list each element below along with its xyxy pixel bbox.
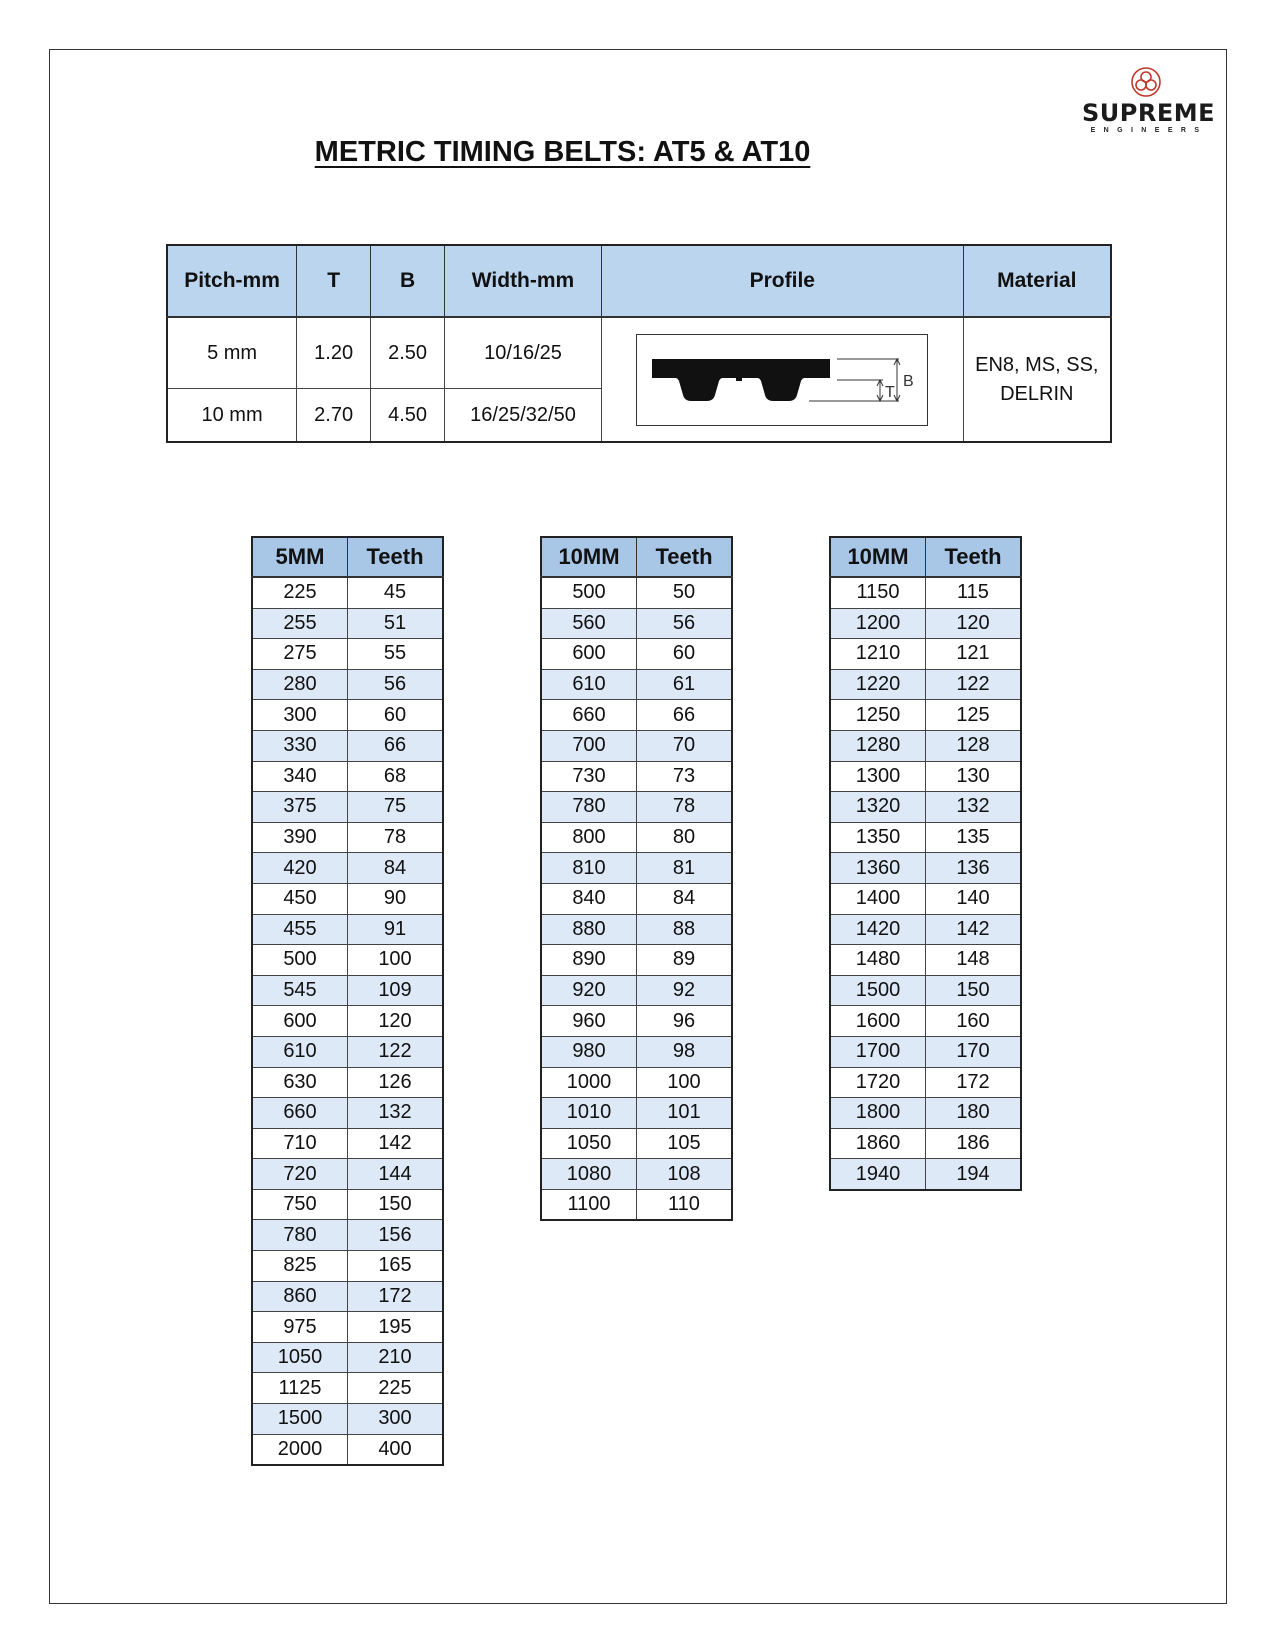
table-row [252, 1312, 443, 1343]
table-row [252, 1128, 443, 1159]
header-t: T [297, 245, 371, 317]
teeth-cell: 66 [637, 700, 733, 731]
teeth-cell: 66 [348, 730, 444, 761]
teeth-cell: 180 [926, 1098, 1022, 1129]
teeth-cell: 105 [637, 1128, 733, 1159]
length-cell: 1480 [830, 945, 926, 976]
length-cell: 2000 [252, 1434, 348, 1465]
teeth-cell: 121 [926, 639, 1022, 670]
teeth-cell: 56 [348, 669, 444, 700]
size-header-teeth: Teeth [348, 537, 444, 577]
teeth-cell: 186 [926, 1128, 1022, 1159]
length-cell: 275 [252, 639, 348, 670]
length-cell: 660 [541, 700, 637, 731]
teeth-cell: 144 [348, 1159, 444, 1190]
teeth-cell: 90 [348, 883, 444, 914]
length-cell: 1050 [252, 1342, 348, 1373]
size-header-teeth: Teeth [637, 537, 733, 577]
teeth-cell: 88 [637, 914, 733, 945]
length-cell: 390 [252, 822, 348, 853]
pitch-cell: 10 mm [167, 389, 297, 443]
table-row [830, 639, 1021, 670]
table-row [252, 1434, 443, 1465]
length-cell: 225 [252, 577, 348, 608]
table-row [830, 577, 1021, 608]
length-cell: 500 [541, 577, 637, 608]
table-row [252, 608, 443, 639]
table-row [830, 1006, 1021, 1037]
table-row [541, 975, 732, 1006]
length-cell: 280 [252, 669, 348, 700]
teeth-cell: 91 [348, 914, 444, 945]
brand-name: SUPREME [1082, 99, 1216, 127]
table-row [252, 730, 443, 761]
brand-subtitle: ENGINEERS [1090, 127, 1208, 134]
teeth-cell: 78 [637, 792, 733, 823]
teeth-cell: 132 [348, 1098, 444, 1129]
table-row [541, 669, 732, 700]
length-cell: 1050 [541, 1128, 637, 1159]
table-row [252, 1036, 443, 1067]
header-material: Material [963, 245, 1111, 317]
length-cell: 1200 [830, 608, 926, 639]
length-cell: 1300 [830, 761, 926, 792]
teeth-cell: 122 [348, 1036, 444, 1067]
table-row [252, 669, 443, 700]
size-header-teeth: Teeth [926, 537, 1022, 577]
table-row [252, 914, 443, 945]
size-header-length: 10MM [830, 537, 926, 577]
teeth-cell: 108 [637, 1159, 733, 1190]
table-row [830, 883, 1021, 914]
length-cell: 800 [541, 822, 637, 853]
table-row [252, 577, 443, 608]
table-row [541, 1006, 732, 1037]
teeth-cell: 84 [637, 883, 733, 914]
size-table-10mm-b [829, 536, 1022, 1191]
teeth-cell: 60 [348, 700, 444, 731]
teeth-cell: 98 [637, 1036, 733, 1067]
length-cell: 1940 [830, 1159, 926, 1190]
teeth-cell: 73 [637, 761, 733, 792]
table-row [252, 883, 443, 914]
length-cell: 560 [541, 608, 637, 639]
length-cell: 340 [252, 761, 348, 792]
pitch-cell: 5 mm [167, 317, 297, 389]
table-row [541, 853, 732, 884]
supreme-logo-icon [1129, 66, 1163, 98]
table-row [541, 577, 732, 608]
teeth-cell: 81 [637, 853, 733, 884]
table-row [830, 669, 1021, 700]
length-cell: 1125 [252, 1373, 348, 1404]
length-cell: 1220 [830, 669, 926, 700]
length-cell: 420 [252, 853, 348, 884]
table-row [252, 1251, 443, 1282]
length-cell: 500 [252, 945, 348, 976]
table-row [252, 1189, 443, 1220]
teeth-cell: 89 [637, 945, 733, 976]
table-row [830, 761, 1021, 792]
length-cell: 890 [541, 945, 637, 976]
teeth-cell: 100 [348, 945, 444, 976]
teeth-cell: 128 [926, 730, 1022, 761]
table-row [830, 1067, 1021, 1098]
table-row [830, 1159, 1021, 1190]
size-header-length: 5MM [252, 537, 348, 577]
table-row [252, 761, 443, 792]
length-cell: 975 [252, 1312, 348, 1343]
teeth-cell: 172 [926, 1067, 1022, 1098]
table-row [541, 792, 732, 823]
table-row [830, 853, 1021, 884]
table-row [830, 822, 1021, 853]
header-pitch: Pitch-mm [167, 245, 297, 317]
length-cell: 980 [541, 1036, 637, 1067]
table-row [830, 1036, 1021, 1067]
length-cell: 545 [252, 975, 348, 1006]
table-row [252, 792, 443, 823]
spec-table [166, 244, 1112, 443]
width-cell: 16/25/32/50 [445, 389, 602, 443]
header-width: Width-mm [445, 245, 602, 317]
length-cell: 1360 [830, 853, 926, 884]
length-cell: 780 [541, 792, 637, 823]
teeth-cell: 60 [637, 639, 733, 670]
length-cell: 780 [252, 1220, 348, 1251]
length-cell: 1250 [830, 700, 926, 731]
length-cell: 730 [541, 761, 637, 792]
teeth-cell: 61 [637, 669, 733, 700]
table-row [252, 1342, 443, 1373]
length-cell: 700 [541, 730, 637, 761]
table-row [830, 945, 1021, 976]
table-row [541, 945, 732, 976]
table-row [541, 822, 732, 853]
length-cell: 860 [252, 1281, 348, 1312]
size-table-10mm-a [540, 536, 733, 1221]
table-row [252, 945, 443, 976]
width-cell: 10/16/25 [445, 317, 602, 389]
page-title: METRIC TIMING BELTS: AT5 & AT10 [314, 136, 811, 168]
teeth-cell: 130 [926, 761, 1022, 792]
length-cell: 1400 [830, 883, 926, 914]
length-cell: 1500 [252, 1404, 348, 1435]
teeth-cell: 125 [926, 700, 1022, 731]
length-cell: 1080 [541, 1159, 637, 1190]
table-row [252, 1220, 443, 1251]
length-cell: 1500 [830, 975, 926, 1006]
table-row [252, 853, 443, 884]
length-cell: 1800 [830, 1098, 926, 1129]
length-cell: 630 [252, 1067, 348, 1098]
teeth-cell: 194 [926, 1159, 1022, 1190]
length-cell: 1150 [830, 577, 926, 608]
length-cell: 660 [252, 1098, 348, 1129]
teeth-cell: 45 [348, 577, 444, 608]
table-row [541, 639, 732, 670]
header-profile: Profile [602, 245, 964, 317]
teeth-cell: 51 [348, 608, 444, 639]
length-cell: 920 [541, 975, 637, 1006]
spec-header-row [167, 245, 1111, 317]
teeth-cell: 136 [926, 853, 1022, 884]
table-row [252, 975, 443, 1006]
table-row [252, 1006, 443, 1037]
length-cell: 1000 [541, 1067, 637, 1098]
teeth-cell: 300 [348, 1404, 444, 1435]
table-row [252, 1404, 443, 1435]
length-cell: 600 [252, 1006, 348, 1037]
length-cell: 1010 [541, 1098, 637, 1129]
length-cell: 710 [252, 1128, 348, 1159]
table-row [830, 608, 1021, 639]
teeth-cell: 115 [926, 577, 1022, 608]
size-header-row [830, 537, 1021, 577]
length-cell: 840 [541, 883, 637, 914]
material-cell: EN8, MS, SS, DELRIN [963, 317, 1111, 442]
teeth-cell: 100 [637, 1067, 733, 1098]
table-row [252, 700, 443, 731]
table-row [830, 914, 1021, 945]
teeth-cell: 75 [348, 792, 444, 823]
length-cell: 960 [541, 1006, 637, 1037]
teeth-cell: 150 [926, 975, 1022, 1006]
teeth-cell: 50 [637, 577, 733, 608]
table-row [541, 700, 732, 731]
length-cell: 610 [541, 669, 637, 700]
teeth-cell: 126 [348, 1067, 444, 1098]
profile-cell [602, 317, 964, 442]
length-cell: 1420 [830, 914, 926, 945]
teeth-cell: 132 [926, 792, 1022, 823]
table-row [252, 822, 443, 853]
table-row [252, 1067, 443, 1098]
spec-row [167, 317, 1111, 389]
table-row [541, 1036, 732, 1067]
teeth-cell: 172 [348, 1281, 444, 1312]
length-cell: 455 [252, 914, 348, 945]
teeth-cell: 140 [926, 883, 1022, 914]
teeth-cell: 122 [926, 669, 1022, 700]
teeth-cell: 135 [926, 822, 1022, 853]
length-cell: 1860 [830, 1128, 926, 1159]
brand-logo [1082, 66, 1216, 138]
length-cell: 1600 [830, 1006, 926, 1037]
length-cell: 1350 [830, 822, 926, 853]
table-row [252, 1159, 443, 1190]
profile-label-t: T [885, 383, 896, 401]
table-row [541, 1067, 732, 1098]
table-row [830, 975, 1021, 1006]
teeth-cell: 78 [348, 822, 444, 853]
belt-profile-diagram [636, 334, 928, 426]
length-cell: 600 [541, 639, 637, 670]
table-row [541, 1159, 732, 1190]
teeth-cell: 170 [926, 1036, 1022, 1067]
teeth-cell: 160 [926, 1006, 1022, 1037]
teeth-cell: 92 [637, 975, 733, 1006]
teeth-cell: 84 [348, 853, 444, 884]
teeth-cell: 225 [348, 1373, 444, 1404]
teeth-cell: 70 [637, 730, 733, 761]
belt-profile-icon [637, 335, 929, 427]
teeth-cell: 150 [348, 1189, 444, 1220]
teeth-cell: 68 [348, 761, 444, 792]
table-row [541, 1128, 732, 1159]
teeth-cell: 96 [637, 1006, 733, 1037]
teeth-cell: 142 [348, 1128, 444, 1159]
length-cell: 610 [252, 1036, 348, 1067]
teeth-cell: 101 [637, 1098, 733, 1129]
length-cell: 300 [252, 700, 348, 731]
length-cell: 720 [252, 1159, 348, 1190]
b-cell: 4.50 [371, 389, 445, 443]
b-cell: 2.50 [371, 317, 445, 389]
table-row [541, 608, 732, 639]
table-row [830, 1128, 1021, 1159]
teeth-cell: 210 [348, 1342, 444, 1373]
teeth-cell: 142 [926, 914, 1022, 945]
teeth-cell: 56 [637, 608, 733, 639]
length-cell: 810 [541, 853, 637, 884]
length-cell: 1280 [830, 730, 926, 761]
table-row [252, 1373, 443, 1404]
size-table-5mm [251, 536, 444, 1466]
table-row [830, 1098, 1021, 1129]
table-row [252, 1098, 443, 1129]
teeth-cell: 156 [348, 1220, 444, 1251]
teeth-cell: 148 [926, 945, 1022, 976]
table-row [252, 639, 443, 670]
table-row [830, 730, 1021, 761]
length-cell: 255 [252, 608, 348, 639]
table-row [541, 761, 732, 792]
teeth-cell: 120 [926, 608, 1022, 639]
table-row [541, 914, 732, 945]
table-row [252, 1281, 443, 1312]
length-cell: 1320 [830, 792, 926, 823]
length-cell: 1700 [830, 1036, 926, 1067]
table-row [541, 883, 732, 914]
length-cell: 450 [252, 883, 348, 914]
length-cell: 330 [252, 730, 348, 761]
table-row [830, 792, 1021, 823]
length-cell: 825 [252, 1251, 348, 1282]
profile-label-b: B [903, 372, 914, 390]
length-cell: 880 [541, 914, 637, 945]
teeth-cell: 400 [348, 1434, 444, 1465]
length-cell: 750 [252, 1189, 348, 1220]
size-header-row [252, 537, 443, 577]
teeth-cell: 195 [348, 1312, 444, 1343]
length-cell: 1720 [830, 1067, 926, 1098]
length-cell: 1210 [830, 639, 926, 670]
length-cell: 1100 [541, 1189, 637, 1220]
size-header-length: 10MM [541, 537, 637, 577]
table-row [541, 1189, 732, 1220]
table-row [541, 730, 732, 761]
teeth-cell: 55 [348, 639, 444, 670]
teeth-cell: 109 [348, 975, 444, 1006]
table-row [541, 1098, 732, 1129]
t-cell: 2.70 [297, 389, 371, 443]
t-cell: 1.20 [297, 317, 371, 389]
header-b: B [371, 245, 445, 317]
length-cell: 375 [252, 792, 348, 823]
size-header-row [541, 537, 732, 577]
table-row [830, 700, 1021, 731]
teeth-cell: 120 [348, 1006, 444, 1037]
teeth-cell: 110 [637, 1189, 733, 1220]
teeth-cell: 165 [348, 1251, 444, 1282]
teeth-cell: 80 [637, 822, 733, 853]
